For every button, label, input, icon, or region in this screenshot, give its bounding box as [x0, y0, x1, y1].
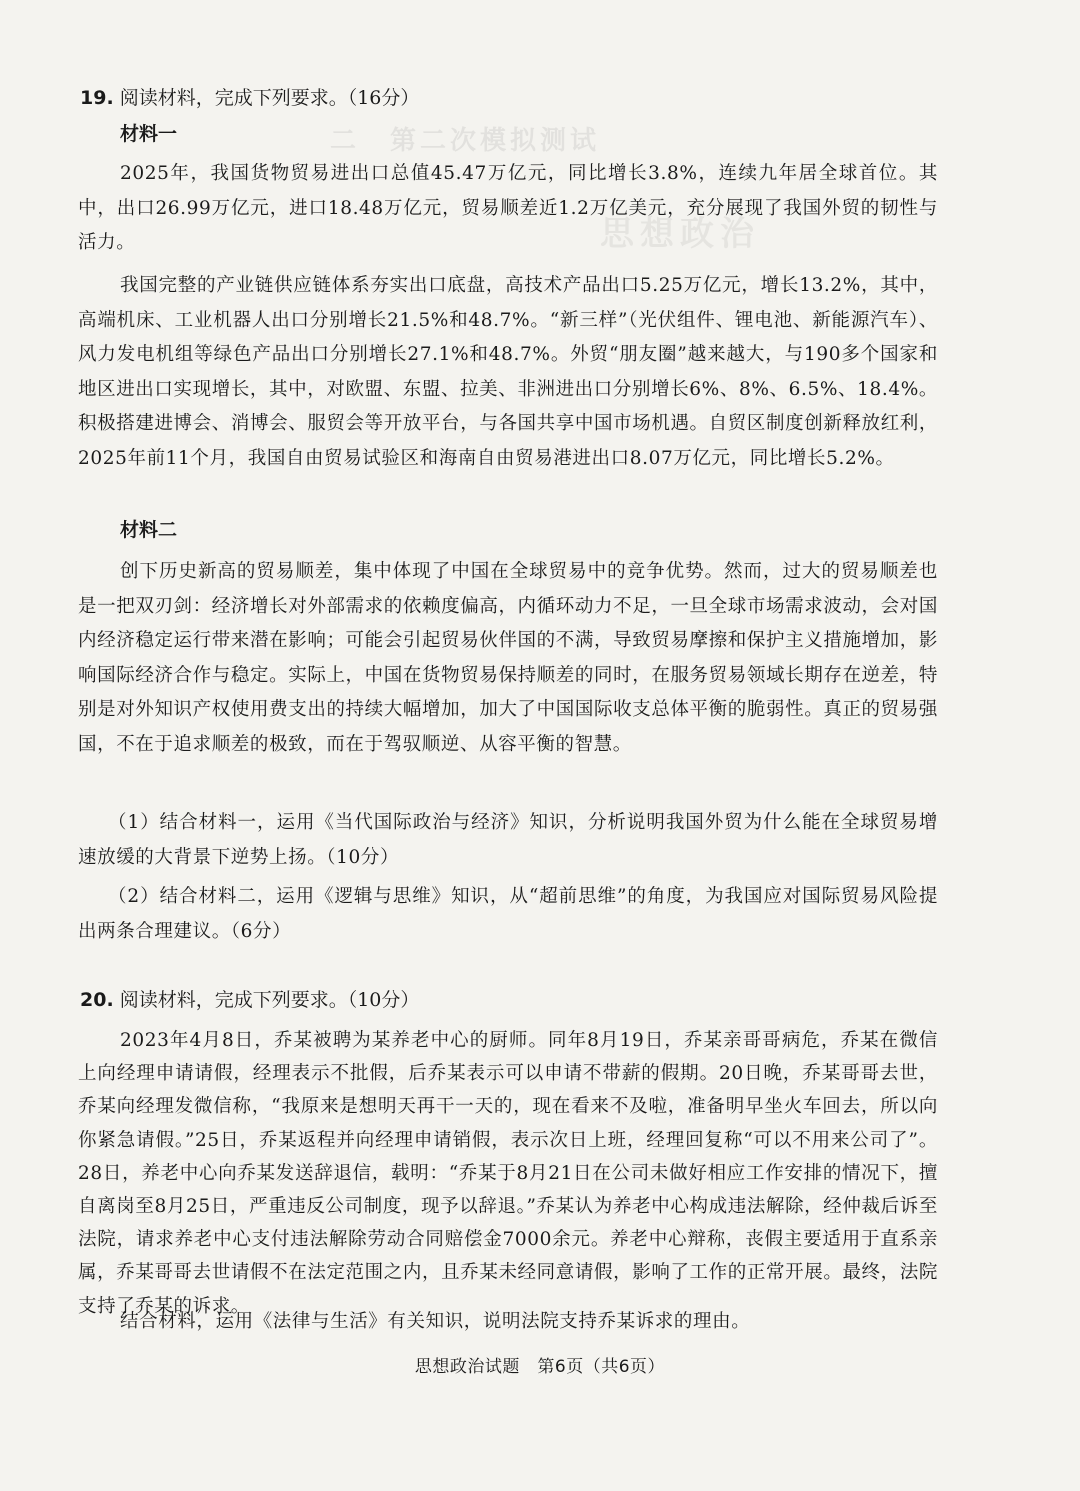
question-19-instruction: 阅读材料，完成下列要求。（16分）	[119, 87, 420, 109]
material-1-heading: 材料一	[120, 123, 178, 145]
question-20-case-material: 2023年4月8日，乔某被聘为某养老中心的厨师。同年8月19日，乔某亲哥哥病危，乔某在微信上向经理申请请假，经理表示不批假，后乔某表示可以申请不带薪的假期。20日晚，乔某哥哥去世，乔某向经理发微信称，“我原来是想明天再干一天的，现在看来不及啦，准备明早坐火车回去，所以向你紧急请假。”25日，乔某返程并向经理申请销假，表示次日上班，经理回复称“可以不用来公司了”。28日，养老中心向乔某发送辞退信，载明：“乔某于8月21日在公司未做好相应工作安排的情况下，擅自离岗至8月25日，严重违反公司制度，现予以辞退。”乔某认为养老中心构成违法解除，经仲裁后诉至法院，请求养老中心支付违法解除劳动合同赔偿金7000余元。养老中心辩称，丧假主要适用于直系亲属，乔某哥哥去世请假不在法定范围之内，且乔某未经同意请假，影响了工作的正常开展。最终，法院支持了乔某的诉求。	[78, 1030, 938, 1317]
material-2-paragraph: 创下历史新高的贸易顺差，集中体现了中国在全球贸易中的竞争优势。然而，过大的贸易顺差也是一把双刃剑：经济增长对外部需求的依赖度偏高，内循环动力不足，一旦全球市场需求波动，会对国内经济稳定运行带来潜在影响；可能会引起贸易伙伴国的不满，导致贸易摩擦和保护主义措施增加，影响国际经济合作与稳定。实际上，中国在货物贸易保持顺差的同时，在服务贸易领域长期存在逆差，特别是对外知识产权使用费支出的持续大幅增加，加大了中国国际收支总体平衡的脆弱性。真正的贸易强国，不在于追求顺差的极致，而在于驾驭顺逆、从容平衡的智慧。	[78, 561, 938, 755]
page-footer: 思想政治试题 第6页（共6页）	[414, 1357, 666, 1377]
show-through-ghost-text: 二 第二次模拟测试	[330, 126, 601, 156]
question-20-instruction: 阅读材料，完成下列要求。（10分）	[119, 989, 420, 1011]
question-19-subquestion-2: （2）结合材料二，运用《逻辑与思维》知识，从“超前思维”的角度，为我国应对国际贸易风险提出两条合理建议。（6分）	[78, 886, 938, 942]
question-20-prompt: 结合材料，运用《法律与生活》有关知识，说明法院支持乔某诉求的理由。	[120, 1311, 751, 1332]
material-1-paragraph-1: 2025年，我国货物贸易进出口总值45.47万亿元，同比增长3.8%，连续九年居全球首位。其中，出口26.99万亿元，进口18.48万亿元，贸易顺差近1.2万亿美元，充分展现了我国外贸的韧性与活力。	[78, 163, 938, 254]
question-20-title	[80, 986, 419, 1014]
material-2-heading: 材料二	[120, 519, 178, 541]
material-1-paragraph-2: 我国完整的产业链供应链体系夯实出口底盘，高技术产品出口5.25万亿元，增长13.2%，其中，高端机床、工业机器人出口分别增长21.5%和48.7%。“新三样”（光伏组件、锂电池、新能源汽车）、风力发电机组等绿色产品出口分别增长27.1%和48.7%。外贸“朋友圈”越来越大，与190多个国家和地区进出口实现增长，其中，对欧盟、东盟、拉美、非洲进出口分别增长6%、8%、6.5%、18.4%。积极搭建进博会、消博会、服贸会等开放平台，与各国共享中国市场机遇。自贸区制度创新释放红利，2025年前11个月，我国自由贸易试验区和海南自由贸易港进出口8.07万亿元，同比增长5.2%。	[78, 275, 938, 469]
question-19-subquestion-1: （1）结合材料一，运用《当代国际政治与经济》知识，分析说明我国外贸为什么能在全球贸易增速放缓的大背景下逆势上扬。（10分）	[78, 812, 938, 868]
show-through-ghost-text: 思想政治	[600, 214, 760, 254]
question-19-title	[80, 84, 419, 112]
question-19-number: 19.	[80, 87, 114, 109]
question-20-number: 20.	[80, 989, 114, 1011]
